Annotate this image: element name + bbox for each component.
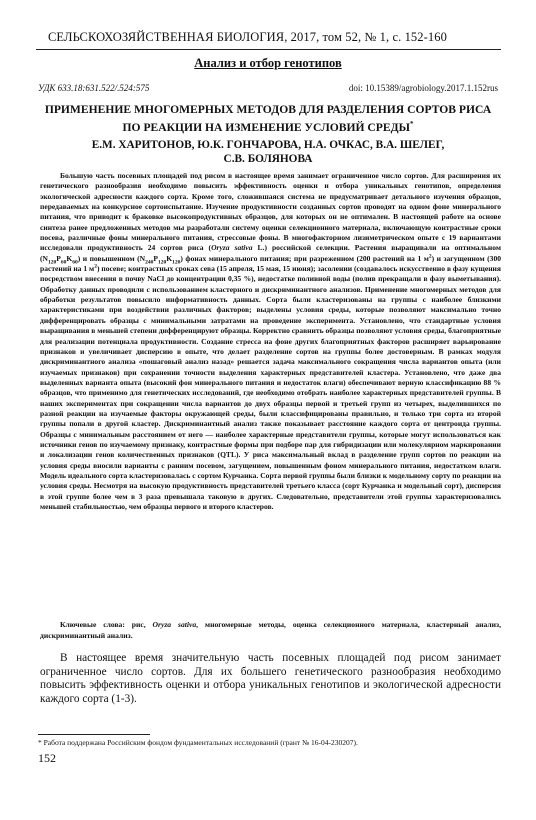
abstract-text: P bbox=[56, 253, 61, 263]
footnote: * Работа поддержана Российским фондом фундаментальных исследований (грант № 16-04-230207). bbox=[38, 738, 358, 747]
keywords-label: Ключевые слова: рис, bbox=[60, 620, 153, 629]
udk-code: УДК 633.18:631.522/.524:575 bbox=[38, 83, 150, 93]
section-title: Анализ и отбор генотипов bbox=[194, 56, 342, 70]
authors-line-1: Е.М. ХАРИТОНОВ, Ю.К. ГОНЧАРОВА, Н.А. ОЧКАС, В.А. ШЕЛЕГ, bbox=[91, 139, 445, 151]
subscript: 60 bbox=[72, 259, 78, 266]
subscript: 120 bbox=[47, 259, 57, 266]
superscript: 2 bbox=[94, 263, 97, 270]
abstract-text: K bbox=[166, 253, 173, 263]
journal-header: СЕЛЬСКОХОЗЯЙСТВЕННАЯ БИОЛОГИЯ, 2017, том 52, № 1, с. 152-160 bbox=[48, 30, 447, 44]
abstract-text: P bbox=[153, 253, 159, 263]
superscript: 2 bbox=[428, 253, 432, 260]
doi-link[interactable]: doi: 10.15389/agrobiology.2017.1.152rus bbox=[348, 83, 498, 93]
header-rule bbox=[36, 49, 501, 50]
abstract-text: ) фонах минерального питания; при разреженном (200 растений на 1 м bbox=[180, 253, 429, 263]
abstract-text: ) и загущенном (300 растений на 1 м bbox=[40, 253, 501, 274]
abstract-text: L.) российской селекции. Растения выращивали на оптимальном (N bbox=[40, 243, 501, 263]
abstract-text: ) посеве; контрастных сроках сева (15 апреля, 15 мая, 15 июня); засолении (создавалось искусственно в фазу кущения посредством внесения в почву NaCl до концентрации 0,35 %), недостатке поливной воды (полив прекращали в фазу выметывания). Обработку данных проводили с использованием кластерного и дискриминантного анализов. Применение многомерных методов для обработки результатов повысило информативность данных. Сорта были кластеризованы на группы с наиболее близкими характеристиками при воздействии различных факторов; выделены условия среды, которые позволяют максимально точно дифференцировать образцы с минимальными затратами на проведение эксперимента. Установлено, что стандартные условия выращивания в меньшей степени дифференцируют образцы. Корректно сравнить образцы позволяют условия среды, благоприятные для реализации потенциала продуктивности. Создание стресса на фоне других благоприятных факторов расширяет варьирование признаков и увеличивает дисперсию в опыте, что делает разделение сортов на группы более достоверным. В рамках модуля дискриминантного анализа «пошаговый анализ назад» решается задача максимального сокращения числа вариантов опыта (или изучаемых признаков) при сохранении точности выделения характерных представителей кластера. Установлено, что даже два выделенных варианта опыта (высокий фон минерального питания и недостаток влаги) обеспечивают верную классификацию 88 % образцов, что применимо для генетических исследований, где необходимо отобрать наиболее характерных представителей группы. В наших экспериментах при сокращении числа вариантов до двух образцы первой и третьей групп из четырех, выделившихся по разной реакции на изучаемые факторы окружающей среды, были классифицированы правильно, и только три сорта из второй группы попали в другой кластер. Дискриминантный анализ также показывает расстояние каждого сорта от центроида группы. Образцы с минимальным расстоянием от него — наиболее характерные представители группы, которые могут использоваться как источники генов по изучаемому признаку, контрастные формы при подборе пар для гибридизации или молекулярном маркировании и локализации генов количественных признаков (QTL). У риса максимальный вклад в разделение групп сортов по реакции на условия среды вносили варианты с ранним посевом, загущением, повышенным фоном минерального питания, недостатком влаги. Модель идеального сорта кластеризовалась с сортом Курчанка. Сорта первой группы были близки к модельному сорту по реакции на условия среды. Несмотря на высокую продуктивность представителей третьего класса (сорт Курчанка и модельный сорт), дисперсия в этой группе более чем в 3 раза превышала таковую в других. Следовательно, представители этой группы характеризовались меньшей стабильностью, чем образцы первого и второго кластеров. bbox=[40, 264, 501, 511]
page-number: 152 bbox=[38, 751, 56, 765]
article-title-text: ПРИМЕНЕНИЕ МНОГОМЕРНЫХ МЕТОДОВ ДЛЯ РАЗДЕЛЕНИЯ СОРТОВ РИСА ПО РЕАКЦИИ НА ИЗМЕНЕНИЕ УСЛОВИЙ СРЕДЫ bbox=[44, 103, 492, 134]
intro-paragraph: В настоящее время значительную часть посевных площадей под рисом занимает ограниченное число сортов. Для их большего генетического разнообразия необходимо повысить эффективность оценки и отбора уникальных генотипов и экологической адресности каждого сорта (1-3). bbox=[40, 652, 501, 705]
abstract-text: K bbox=[66, 253, 73, 263]
article-title bbox=[40, 103, 496, 135]
author-list bbox=[40, 138, 496, 166]
subscript: 120 bbox=[172, 259, 181, 266]
abstract-text: ) и повышенном (N bbox=[77, 253, 146, 263]
authors-line-2: С.В. БОЛЯНОВА bbox=[223, 153, 313, 165]
species-name: Oryza sativa bbox=[211, 243, 253, 253]
abstract bbox=[40, 171, 501, 512]
footnote-rule bbox=[38, 734, 150, 735]
subscript: 120 bbox=[158, 259, 167, 266]
subscript: 60 bbox=[60, 259, 67, 266]
title-footnote-mark: * bbox=[409, 120, 414, 128]
keywords-text: , многомерные методы, оценка селекционного материала, кластерный анализ, дискриминантный анализ. bbox=[40, 620, 502, 640]
species-name: Oryza sativa bbox=[152, 620, 197, 629]
abstract-text: Большую часть посевных площадей под рисом в настоящее время занимает ограниченное число сортов. Для расширения их генетического разнообразия необходимо повысить эффективность оценки и отбора уникальных генотипов, определения экологической адресности каждого сорта. Кроме того, сложившаяся система не предусматривает детального изучения образцов, передаваемых на конкурсное сортоиспытание. Изучение продуктивности созданных сортов проводят на одном фоне минерального питания, что приводит к браковке высокопродуктивных образцов, для которых он не оптимален. В настоящей работе на основе синтеза ранее предложенных методов мы разработали систему оценки селекционного материала, включающую контрастные сроки посева, различные фоны минерального питания, стрессовые фоны. В многофакторном лизиметрическом опыте с 19 вариантами исследовали продуктивность 24 сортов риса ( bbox=[40, 171, 501, 253]
subscript: 240 bbox=[145, 259, 154, 266]
keywords bbox=[40, 620, 501, 641]
